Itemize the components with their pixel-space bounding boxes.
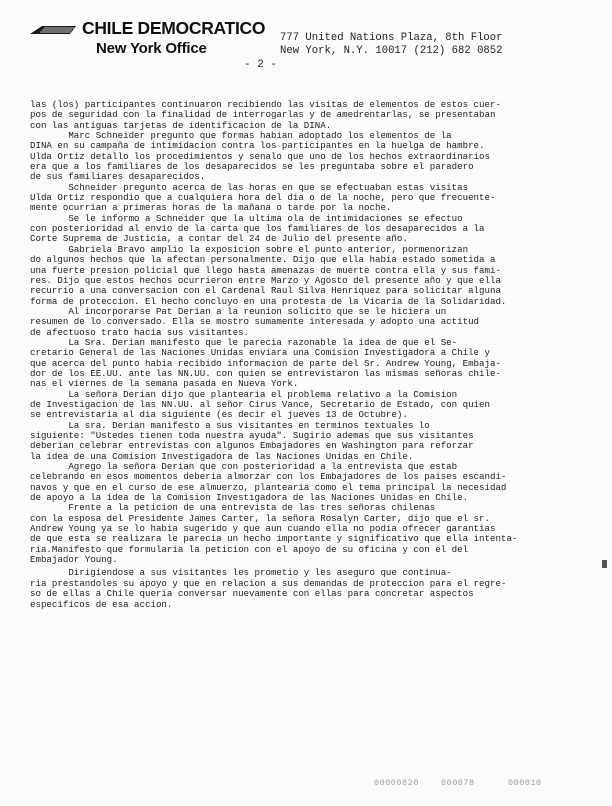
body-line: una fuerte presion policial que llego hasta amenazas de muerte contra ella y sus fami- — [30, 264, 501, 276]
body-line: la idea de una Comision Investigadora de las Naciones Unidas en Chile. — [30, 450, 414, 462]
body-line: La señora Derian dijo que plantearia el problema relativo a la Comision — [30, 388, 458, 400]
body-line: Frente a la peticion de una entrevista de las tres señoras chilenas — [30, 502, 436, 514]
letter-body — [30, 100, 596, 610]
body-line: cretario General de las Naciones Unidas enviara una Comision Investigadora a Chile y — [30, 347, 490, 359]
address-line-1: 777 United Nations Plaza, 8th Floor — [280, 32, 503, 44]
body-line: Ulda Ortiz detallo los procedimientos y senalo que uno de los hechos extraordinarios — [30, 150, 490, 162]
body-line: se entrevistaria al dia siguiente (es decir el jueves 13 de Octubre). — [30, 409, 408, 421]
body-line: Al incorporarse Pat Derian a la reunion solicito que se le hiciera un — [30, 305, 447, 317]
body-line: con posterioridad al envio de la carta que los familiares de los desaparecidos a la — [30, 223, 485, 235]
body-line: Corte Suprema de Justicia, a contar del 24 de Julio del presente año. — [30, 233, 408, 245]
body-line: forma de proteccion. El hecho concluyo en una protesta de la Vicaria de la Solidaridad. — [30, 295, 507, 307]
body-line: Agrego la señora Derian que con posterioridad a la entrevista que estab — [30, 461, 458, 473]
body-line: navos y que en el curso de ese almuerzo, plantearia como el tema principal la necesidad — [30, 481, 507, 493]
body-line: nas el viernes de la semana pasada en Nueva York. — [30, 378, 299, 390]
body-line: ria prestandoles su apoyo y que en relacion a sus demandas de proteccion para el regre- — [30, 577, 507, 589]
body-line: so de ellas a Chile queria conversar nuevamente con ellas para concretar aspectos — [30, 588, 474, 600]
body-line: Ulda Ortiz respondio que a cualquiera hora del dia o de la noche, pero que frecuente- — [30, 192, 496, 204]
body-line: La Sra. Derian manifesto que le parecia razonable la idea de que el Se- — [30, 336, 458, 348]
body-line: celebrando en esos momentos deberia almorzar con los Embajadores de los paises escandi- — [30, 471, 507, 483]
office-name: New York Office — [96, 40, 207, 57]
page-number: - 2 - — [244, 59, 278, 71]
body-line: Andrew Young ya se lo habia sugerido y que aun cuando ella no podia ofrecer garantias — [30, 523, 496, 535]
archive-stamp: 00000820 — [374, 778, 419, 788]
body-line: DINA en su campaña de intimidacion contra los participantes en la huelga de hambre. — [30, 140, 485, 152]
flag-logo-icon — [30, 25, 76, 35]
body-line: Dirigiendose a sus visitantes les prometio y les aseguro que continua- — [30, 567, 452, 579]
archive-stamp: 000078 — [441, 778, 475, 788]
archive-stamp: 000010 — [508, 778, 542, 788]
body-line: La sra. Derian manifesto a sus visitantes en terminos textuales lo — [30, 419, 430, 431]
body-line: de apoyo a la idea de la Comision Investigadora de las Naciones Unidas en Chile. — [30, 492, 469, 504]
body-line: que acerca del punto habia recibido informacion de parte del Sr. Andrew Young, Embaja- — [30, 357, 501, 369]
body-line: con la esposa del Presidente James Carter, la señora Rosalyn Carter, dijo que el sr. — [30, 512, 490, 524]
address-line-2: New York, N.Y. 10017 (212) 682 0852 — [280, 45, 503, 57]
body-line: Schneider pregunto acerca de las horas en que se efectuaban estas visitas — [30, 181, 469, 193]
body-line: siguiente: "Ustedes tienen toda nuestra ayuda". Sugirio ademas que sus visitantes — [30, 430, 474, 441]
body-line: era que a los familiares de los desaparecidos se les preguntaba sobre el paradero — [30, 161, 474, 173]
body-line: recurrio a una conversacion con el Cardenal Raul Silva Henriquez para solicitar alguna — [30, 285, 501, 297]
body-line: con las antiguas tarjetas de identificacion de la DINA. — [30, 119, 332, 131]
margin-mark — [602, 560, 607, 568]
body-line: de afectuoso trato hacia sus visitantes. — [30, 326, 250, 338]
body-line: especificos de esa accion. — [30, 598, 173, 610]
body-line: Gabriela Bravo amplio la exposicion sobre el punto anterior, pormenorizan — [30, 243, 469, 255]
body-line: de sus familiares desaparecidos. — [30, 171, 206, 183]
body-line: de que esta se realizara le parecia un hecho importante y significativo que ella intenta- — [30, 533, 518, 545]
body-line: las (los) participantes continuaron recibiendo las visitas de elementos de estos cuer- — [30, 99, 501, 110]
body-line: dor de los EE.UU. ante las NN.UU. con quien se entrevistaron las mismas señoras chile- — [30, 367, 501, 379]
body-line: Se le informo a Schneider que la ultima ola de intimidaciones se efectuo — [30, 212, 463, 224]
body-line: deberian celebrar entrevistas con algunos Embajadores en Washington para reforzar — [30, 440, 474, 452]
letterhead — [18, 18, 594, 66]
body-line: de Investigacion de las NN.UU. al señor Cirus Vance, Secretario de Estado, con quien — [30, 398, 490, 410]
body-line: mente ocurrian a primeras horas de la mañana o tarde por la noche. — [30, 202, 392, 214]
body-line: Embajador Young. — [30, 554, 118, 566]
body-line: pos de seguridad con la finalidad de interrogarlas y de amedrentarlas, se presentaban — [30, 109, 496, 121]
body-line: resumen de lo conversado. Ella se mostro sumamente interesada y adopto una actitud — [30, 316, 480, 328]
body-line: ria.Manifesto que formularia la peticion con el apoyo de su oficina y con el del — [30, 543, 469, 555]
body-line: res. Dijo que estos hechos ocurrieron entre Marzo y Agosto del presente año y que ella — [30, 274, 501, 286]
organization-name: CHILE DEMOCRATICO — [82, 18, 266, 38]
body-line: do algunos hechos que la afectan personalmente. Dijo que ella habia estado sometida a — [30, 254, 496, 266]
body-line: Marc Schneider pregunto que formas habian adoptado los elementos de la — [30, 130, 452, 142]
